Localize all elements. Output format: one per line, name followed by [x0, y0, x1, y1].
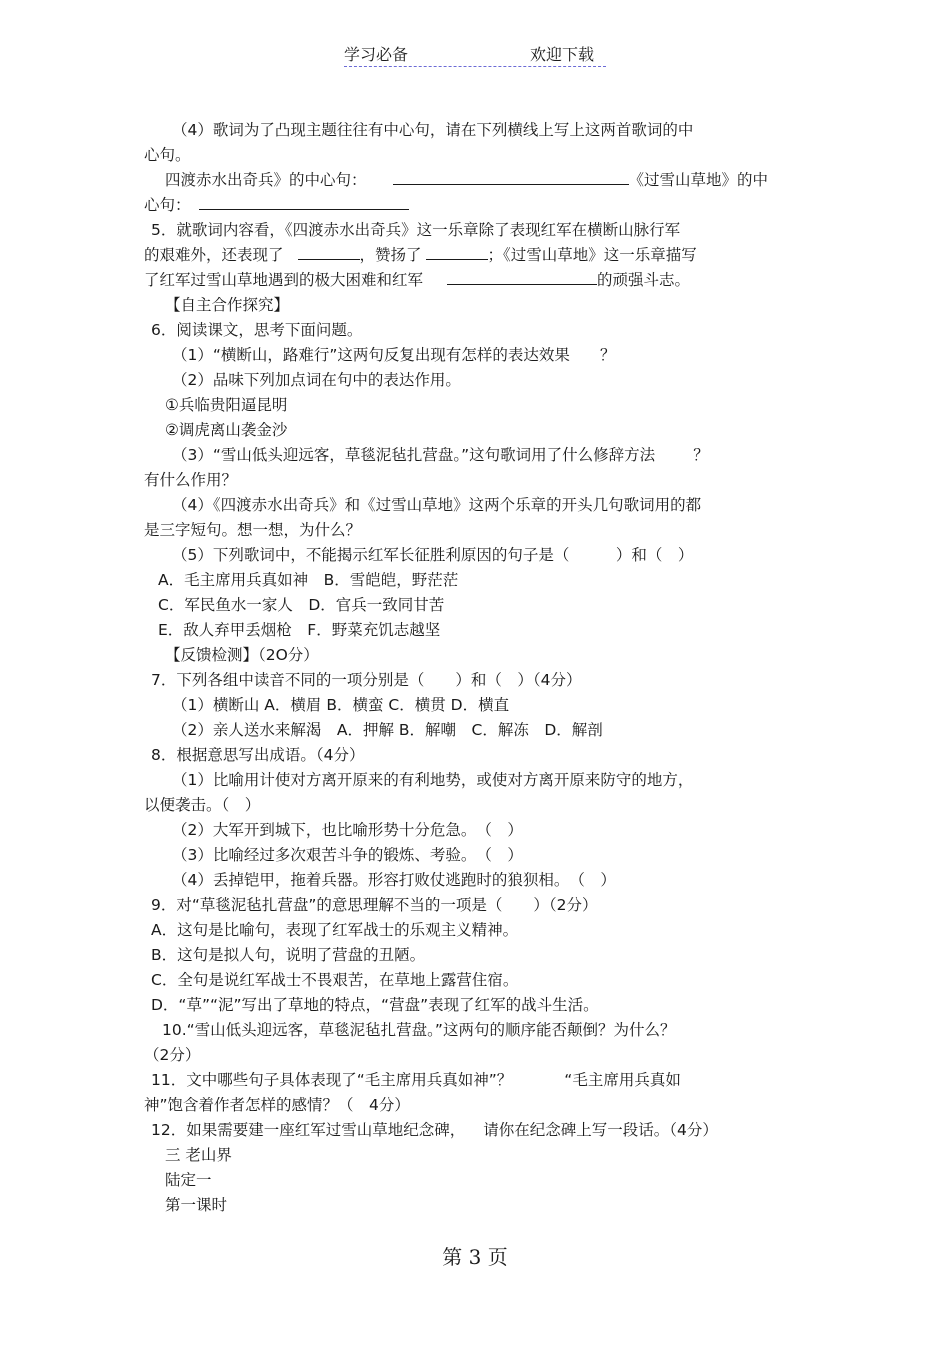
option-line: D．“草”“泥”写出了草地的特点，“营盘”表现了红军的战斗生活。 — [151, 996, 599, 1014]
text-line: ①兵临贵阳逼昆明 — [165, 396, 288, 414]
question-mark: ？ — [693, 446, 709, 464]
lesson-title: 三 老山界 — [165, 1146, 232, 1164]
question-text: 心句： — [144, 196, 191, 214]
text-line: 9．对“草毯泥毡扎营盘”的意思理解不当的一项是（ ）（2分） — [151, 896, 598, 914]
option-line: C．军民鱼水一家人 D．官兵一致同甘苦 — [158, 596, 445, 614]
text-line — [144, 245, 697, 265]
option-line: B．这句是拟人句，说明了营盘的丑陋。 — [151, 946, 426, 964]
text-line: （1）比喻用计使对方离开原来的有利地势，或使对方离开原来防守的地方， — [172, 771, 694, 789]
section-heading: 【反馈检测】（2O分） — [165, 646, 319, 664]
option-line: A．毛主席用兵真如神 B．雪皑皑，野茫茫 — [158, 571, 459, 589]
text-line: （4）《四渡赤水出奇兵》和《过雪山草地》这两个乐章的开头几句歌词用的都 — [172, 496, 702, 514]
question-text: 请你在纪念碑上写一段话。（4分） — [483, 1121, 718, 1139]
question-text: “毛主席用兵真如 — [564, 1071, 681, 1089]
text-line: （3）比喻经过多次艰苦斗争的锻炼、考验。 （ ） — [172, 846, 523, 864]
question-text: ，赞扬了 — [359, 246, 422, 264]
text-line: 10.“雪山低头迎远客，草毯泥毡扎营盘。”这两句的顺序能否颠倒？为什么？ — [162, 1021, 676, 1039]
text-line: 6．阅读课文，思考下面问题。 — [151, 321, 363, 339]
answer-blank[interactable] — [393, 170, 629, 185]
text-line — [151, 1070, 681, 1090]
text-line: ②调虎离山袭金沙 — [165, 421, 288, 439]
question-mark: ？ — [599, 346, 616, 364]
option-line: A．这句是比喻句，表现了红军战士的乐观主义精神。 — [151, 921, 519, 939]
text-line: （2）亲人送水来解渴 A．押解 B．解嘲 C．解冻 D．解剖 — [172, 721, 603, 739]
question-text: 了红军过雪山草地遇到的极大困难和红军 — [144, 271, 424, 289]
lesson-period: 第一课时 — [165, 1196, 228, 1214]
text-line: 神”饱含着作者怎样的感情？（ 4分） — [144, 1096, 410, 1114]
text-line — [144, 195, 409, 215]
text-line: 是三字短句。想一想，为什么？ — [144, 521, 362, 539]
text-line — [172, 445, 709, 465]
text-line — [144, 270, 690, 290]
text-line: 以便袭击。（ ） — [144, 796, 261, 814]
question-text: ；《过雪山草地》这一乐章描写 — [487, 246, 697, 264]
text-line: （2）大军开到城下，也比喻形势十分危急。 （ ） — [172, 821, 523, 839]
text-line: 7．下列各组中读音不同的一项分别是（ ）和（ ）（4分） — [151, 671, 582, 689]
question-text: 四渡赤水出奇兵》的中心句： — [165, 171, 367, 189]
text-line: 8．根据意思写出成语。（4分） — [151, 746, 365, 764]
text-line: （2分） — [144, 1046, 201, 1064]
text-line: （2）品味下列加点词在句中的表达作用。 — [172, 371, 461, 389]
text-line — [165, 170, 768, 190]
text-line: 有什么作用？ — [144, 471, 238, 489]
text-line: 心句。 — [144, 146, 191, 164]
header-left-text: 学习必备 — [344, 45, 409, 64]
text-line: 5．就歌词内容看，《四渡赤水出奇兵》这一乐章除了表现红军在横断山脉行军 — [151, 221, 681, 239]
text-line — [151, 1120, 718, 1140]
option-line: C．全句是说红军战士不畏艰苦，在草地上露营住宿。 — [151, 971, 519, 989]
question-text: （1）“横断山，路难行”这两句反复出现有怎样的表达效果 — [172, 346, 570, 364]
answer-blank[interactable] — [298, 245, 360, 260]
text-line: （4）歌词为了凸现主题往往有中心句，请在下列横线上写上这两首歌词的中 — [172, 121, 694, 139]
answer-blank[interactable] — [447, 270, 597, 285]
question-text: 的顽强斗志。 — [597, 271, 691, 289]
author-name: 陆定一 — [165, 1171, 212, 1189]
option-line: E．敌人弃甲丢烟枪 F．野菜充饥志越坚 — [158, 621, 441, 639]
section-heading: 【自主合作探究】 — [165, 296, 290, 314]
answer-blank[interactable] — [426, 245, 488, 260]
question-text: 12．如果需要建一座红军过雪山草地纪念碑， — [151, 1121, 466, 1139]
text-line — [172, 345, 615, 365]
text-line: （1）横断山 A．横眉 B．横蛮 C．横贯 D．横直 — [172, 696, 510, 714]
page-number: 第 3 页 — [442, 1245, 508, 1269]
question-text: 的艰难外，还表现了 — [144, 246, 284, 264]
text-line: （4）丢掉铠甲，拖着兵器。形容打败仗逃跑时的狼狈相。 （ ） — [172, 871, 616, 889]
header-right-text: 欢迎下载 — [530, 45, 595, 64]
question-text: （3）“雪山低头迎远客，草毯泥毡扎营盘。”这句歌词用了什么修辞方法 — [172, 446, 656, 464]
text-line: （5）下列歌词中，不能揭示红军长征胜利原因的句子是（ ）和（ ） — [172, 546, 694, 564]
answer-blank[interactable] — [199, 195, 409, 210]
question-text: 《过雪山草地》的中 — [628, 171, 769, 189]
question-text: 11．文中哪些句子具体表现了“毛主席用兵真如神”？ — [151, 1071, 513, 1089]
